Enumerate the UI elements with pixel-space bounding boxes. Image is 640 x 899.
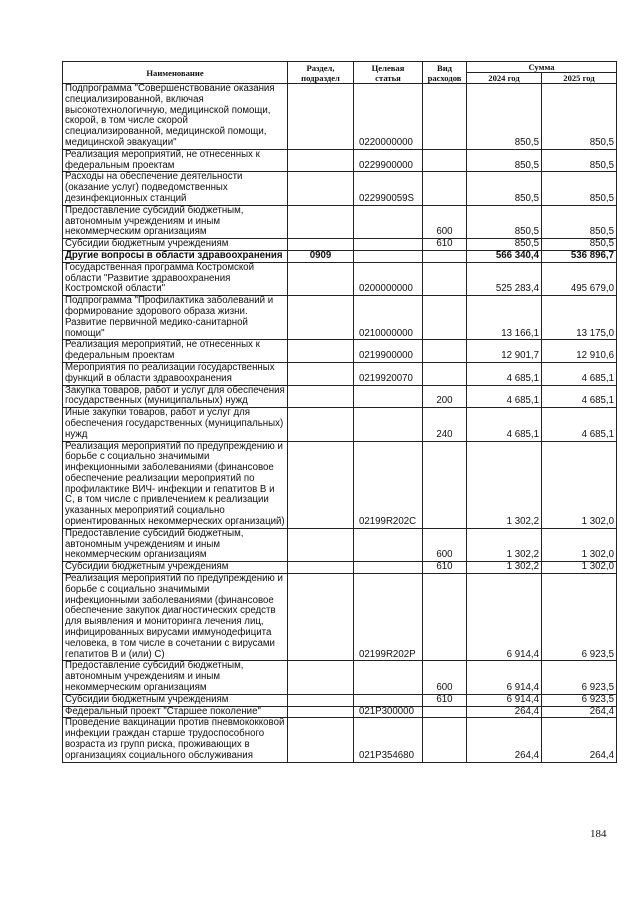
cell-expense-type: 610 <box>423 694 467 706</box>
cell-section <box>288 340 354 363</box>
cell-section <box>288 528 354 561</box>
cell-sum-2024: 1 302,2 <box>467 528 542 561</box>
cell-name: Проведение вакцинации против пневмококковой инфекции граждан старше трудоспособного возраста из групп риска, проживающих в организациях социального обслуживания <box>63 718 288 762</box>
budget-table <box>62 61 617 763</box>
cell-name: Подпрограмма "Профилактика заболеваний и формирование здорового образа жизни. Развитие первичной медико-санитарной помощи" <box>63 296 288 340</box>
cell-sum-2024: 6 914,4 <box>467 574 542 661</box>
header-name: Наименование <box>63 62 288 84</box>
cell-expense-type: 200 <box>423 385 467 408</box>
cell-expense-type <box>423 574 467 661</box>
cell-section <box>288 239 354 251</box>
cell-section <box>288 262 354 295</box>
cell-section <box>288 408 354 441</box>
table-row <box>63 408 617 441</box>
cell-sum-2025: 264,4 <box>542 718 617 762</box>
cell-sum-2024: 264,4 <box>467 706 542 718</box>
cell-sum-2024: 6 914,4 <box>467 661 542 694</box>
cell-sum-2025: 6 923,5 <box>542 574 617 661</box>
cell-sum-2024: 4 685,1 <box>467 408 542 441</box>
header-section-line2: подраздел <box>301 72 340 83</box>
cell-target <box>354 694 423 706</box>
cell-expense-type: 610 <box>423 562 467 574</box>
cell-target: 02199R202C <box>354 441 423 528</box>
cell-name: Другие вопросы в области здравоохранения <box>63 250 288 262</box>
cell-section <box>288 718 354 762</box>
cell-sum-2024: 4 685,1 <box>467 385 542 408</box>
cell-expense-type: 600 <box>423 661 467 694</box>
table-row <box>63 362 617 385</box>
cell-sum-2025: 4 685,1 <box>542 408 617 441</box>
cell-sum-2024: 13 166,1 <box>467 296 542 340</box>
cell-target <box>354 239 423 251</box>
table-row <box>63 172 617 205</box>
cell-sum-2025: 13 175,0 <box>542 296 617 340</box>
cell-sum-2025: 1 302,0 <box>542 528 617 561</box>
cell-name: Подпрограмма "Совершенствование оказания специализированной, включая высокотехнологичную, медицинской помощи, скорой, в том числе скорой специализированной, медицинской помощи, медицинской эвакуации" <box>63 84 288 150</box>
cell-target <box>354 661 423 694</box>
cell-expense-type <box>423 718 467 762</box>
header-year-2024: 2024 год <box>467 73 542 84</box>
cell-name: Реализация мероприятий по предупреждению и борьбе с социально значимыми инфекционными заболеваниями (финансовое обеспечение закупок диагностических средств для выявления и мониторинга лечения лиц, инфицированных вирусами иммунодефицита человека, в том числе в сочетании с вирусами гепатитов В и (или) С) <box>63 574 288 661</box>
table-row <box>63 84 617 150</box>
cell-sum-2024: 1 302,2 <box>467 562 542 574</box>
cell-sum-2024: 1 302,2 <box>467 441 542 528</box>
table-row <box>63 562 617 574</box>
cell-name: Предоставление субсидий бюджетным, автономным учреждениям и иным некоммерческим организациям <box>63 528 288 561</box>
cell-name: Субсидии бюджетным учреждениям <box>63 239 288 251</box>
table-row <box>63 441 617 528</box>
page-number: 184 <box>590 828 607 840</box>
header-sum: Сумма <box>467 62 617 73</box>
cell-expense-type <box>423 172 467 205</box>
cell-expense-type <box>423 362 467 385</box>
cell-sum-2025: 850,5 <box>542 239 617 251</box>
cell-expense-type <box>423 262 467 295</box>
cell-section <box>288 172 354 205</box>
table-row <box>63 239 617 251</box>
table-row <box>63 149 617 172</box>
cell-section <box>288 694 354 706</box>
header-section-line1: Раздел, <box>306 62 335 73</box>
cell-sum-2024: 12 901,7 <box>467 340 542 363</box>
header-target-line1: Целевая <box>371 62 405 73</box>
cell-sum-2025: 536 896,7 <box>542 250 617 262</box>
table-row <box>63 250 617 262</box>
cell-sum-2024: 6 914,4 <box>467 694 542 706</box>
cell-expense-type <box>423 149 467 172</box>
cell-sum-2024: 566 340,4 <box>467 250 542 262</box>
cell-target: 0220000000 <box>354 84 423 150</box>
table-row <box>63 528 617 561</box>
cell-name: Субсидии бюджетным учреждениям <box>63 694 288 706</box>
cell-sum-2024: 850,5 <box>467 149 542 172</box>
cell-expense-type: 240 <box>423 408 467 441</box>
header-target-line2: статья <box>375 72 401 83</box>
cell-expense-type <box>423 84 467 150</box>
cell-target: 021P300000 <box>354 706 423 718</box>
cell-target <box>354 205 423 238</box>
cell-expense-type <box>423 340 467 363</box>
cell-section <box>288 362 354 385</box>
cell-section <box>288 706 354 718</box>
cell-target <box>354 385 423 408</box>
cell-sum-2025: 4 685,1 <box>542 362 617 385</box>
header-section <box>288 62 354 84</box>
header-expense-type <box>423 62 467 84</box>
cell-target <box>354 250 423 262</box>
cell-target: 022990059S <box>354 172 423 205</box>
cell-section <box>288 149 354 172</box>
cell-target: 0210000000 <box>354 296 423 340</box>
table-row <box>63 262 617 295</box>
cell-sum-2025: 495 679,0 <box>542 262 617 295</box>
cell-section <box>288 385 354 408</box>
cell-expense-type: 610 <box>423 239 467 251</box>
cell-sum-2024: 4 685,1 <box>467 362 542 385</box>
cell-target <box>354 562 423 574</box>
cell-name: Предоставление субсидий бюджетным, автономным учреждениям и иным некоммерческим организациям <box>63 661 288 694</box>
cell-target <box>354 528 423 561</box>
cell-name: Расходы на обеспечение деятельности (оказание услуг) подведомственных дезинфекционных станций <box>63 172 288 205</box>
table-row <box>63 718 617 762</box>
cell-sum-2025: 6 923,5 <box>542 694 617 706</box>
cell-expense-type <box>423 441 467 528</box>
cell-sum-2025: 12 910,6 <box>542 340 617 363</box>
table-body <box>63 84 617 763</box>
cell-sum-2024: 850,5 <box>467 205 542 238</box>
cell-sum-2025: 1 302,0 <box>542 562 617 574</box>
cell-sum-2024: 850,5 <box>467 239 542 251</box>
cell-target: 021P354680 <box>354 718 423 762</box>
cell-name: Предоставление субсидий бюджетным, автономным учреждениям и иным некоммерческим организациям <box>63 205 288 238</box>
cell-sum-2024: 264,4 <box>467 718 542 762</box>
cell-section <box>288 574 354 661</box>
cell-target: 0219900000 <box>354 340 423 363</box>
cell-sum-2025: 850,5 <box>542 84 617 150</box>
cell-target: 0219920070 <box>354 362 423 385</box>
cell-name: Закупка товаров, работ и услуг для обеспечения государственных (муниципальных) нужд <box>63 385 288 408</box>
header-vr-line1: Вид <box>436 62 453 73</box>
cell-sum-2025: 850,5 <box>542 205 617 238</box>
header-vr-line2: расходов <box>427 72 462 83</box>
cell-expense-type: 600 <box>423 528 467 561</box>
cell-sum-2025: 850,5 <box>542 149 617 172</box>
table-row <box>63 706 617 718</box>
cell-section <box>288 84 354 150</box>
cell-section <box>288 562 354 574</box>
cell-name: Мероприятия по реализации государственных функций в области здравоохранения <box>63 362 288 385</box>
cell-name: Государственная программа Костромской области "Развитие здравоохранения Костромской области" <box>63 262 288 295</box>
cell-section <box>288 205 354 238</box>
table-row <box>63 694 617 706</box>
cell-section <box>288 661 354 694</box>
cell-expense-type <box>423 706 467 718</box>
cell-section: 0909 <box>288 250 354 262</box>
cell-expense-type: 600 <box>423 205 467 238</box>
table-row <box>63 296 617 340</box>
cell-sum-2025: 264,4 <box>542 706 617 718</box>
table-row <box>63 385 617 408</box>
cell-sum-2025: 6 923,5 <box>542 661 617 694</box>
cell-expense-type <box>423 296 467 340</box>
header-year-2025: 2025 год <box>542 73 617 84</box>
cell-target: 02199R202P <box>354 574 423 661</box>
cell-expense-type <box>423 250 467 262</box>
cell-section <box>288 441 354 528</box>
cell-sum-2024: 525 283,4 <box>467 262 542 295</box>
table-row <box>63 574 617 661</box>
cell-name: Иные закупки товаров, работ и услуг для обеспечения государственных (муниципальных) нужд <box>63 408 288 441</box>
cell-section <box>288 296 354 340</box>
cell-sum-2025: 850,5 <box>542 172 617 205</box>
cell-name: Реализация мероприятий по предупреждению и борьбе с социально значимыми инфекционными заболеваниями (финансовое обеспечение реализации мероприятий по профилактике ВИЧ- инфекции и гепатитов В и С, в том числе с привлечением к реализации указанных мероприятий социально ориентированных некоммерческих организаций) <box>63 441 288 528</box>
cell-name: Федеральный проект "Старшее поколение" <box>63 706 288 718</box>
cell-sum-2025: 4 685,1 <box>542 385 617 408</box>
cell-target: 0200000000 <box>354 262 423 295</box>
cell-target <box>354 408 423 441</box>
cell-target: 0229900000 <box>354 149 423 172</box>
cell-name: Реализация мероприятий, не отнесенных к федеральным проектам <box>63 340 288 363</box>
table-header <box>63 62 617 84</box>
table-row <box>63 205 617 238</box>
table-row <box>63 340 617 363</box>
header-target <box>354 62 423 84</box>
cell-sum-2024: 850,5 <box>467 84 542 150</box>
table-row <box>63 661 617 694</box>
cell-sum-2025: 1 302,0 <box>542 441 617 528</box>
cell-name: Субсидии бюджетным учреждениям <box>63 562 288 574</box>
cell-name: Реализация мероприятий, не отнесенных к федеральным проектам <box>63 149 288 172</box>
cell-sum-2024: 850,5 <box>467 172 542 205</box>
